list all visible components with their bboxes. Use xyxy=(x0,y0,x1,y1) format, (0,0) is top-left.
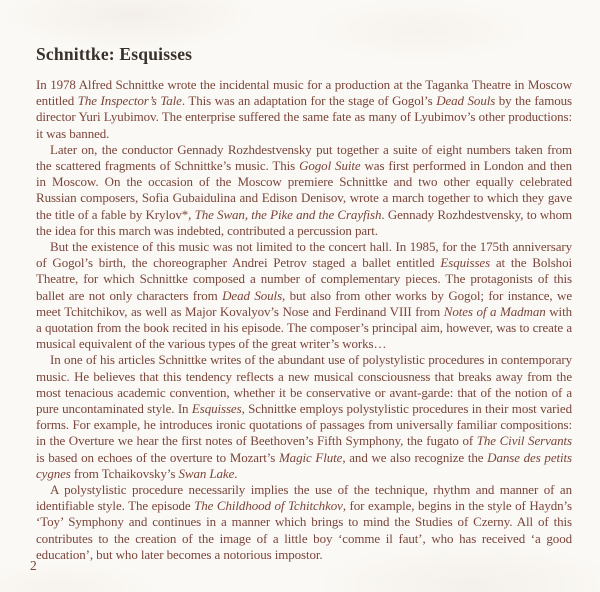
article-body xyxy=(36,77,572,563)
paragraph: Later on, the conductor Gennady Rozhdestvensky put together a suite of eight numbers taken from the scattered fragments of Schnittke’s music. This Gogol Suite was first performed in London and then in Moscow. On the occasion of the Moscow premiere Schnittke and two other equally celebrated Russian composers, Sofia Gubaidulina and Edison Denisov, wrote a march together to which they gave the title of a fable by Krylov*, The Swan, the Pike and the Crayfish. Gennady Rozhdestvensky, to whom the idea for this march was indebted, contributed a percussion part. xyxy=(36,141,572,238)
paragraph: But the existence of this music was not limited to the concert hall. In 1985, for the 175th anniversary of Gogol’s birth, the choreographer Andrei Petrov staged a ballet entitled Esquisses at the Bolshoi Theatre, for which Schnittke composed a number of complementary pieces. The protagonists of this ballet are not only characters from Dead Souls, but also from other works by Gogol; for instance, we meet Tchitchikov, as well as Major Kovalyov’s Nose and Ferdinand VIII from Notes of a Madman with a quotation from the book recited in his episode. The composer’s principal aim, however, was to create a musical equivalent of the various types of the great writer’s works… xyxy=(36,239,572,352)
page-title: Schnittke: Esquisses xyxy=(36,44,193,64)
paragraph: A polystylistic procedure necessarily implies the use of the technique, rhythm and manner of an identifiable style. The episode The Childhood of Tchitchkov, for example, begins in the style of Haydn’s ‘Toy’ Symphony and continues in a manner which brings to mind the Studies of Czerny. All of this contributes to the creation of the image of a little boy ‘comme il faut’, who has received ‘a good education’, but who later becomes a notorious impostor. xyxy=(36,482,572,562)
page-number: 2 xyxy=(30,558,37,573)
paragraph: In 1978 Alfred Schnittke wrote the incidental music for a production at the Taganka Theatre in Moscow entitled The Inspector’s Tale. This was an adaptation for the stage of Gogol’s Dead Souls by the famous director Yuri Lyubimov. The enterprise suffered the same fate as many of Lyubimov’s other productions: it was banned. xyxy=(36,77,572,141)
paragraph: In one of his articles Schnittke writes of the abundant use of polystylistic procedures in contemporary music. He believes that this tendency reflects a new musical consciousness that breaks away from the most tenacious academic convention, whether it be conservative or avant-garde: that of the notion of a pure uncontaminated style. In Esquisses, Schnittke employs polystylistic procedures in their most varied forms. For example, he introduces ironic quotations of passages from universally familiar compositions: in the Overture we hear the first notes of Beethoven’s Fifth Symphony, the fugato of The Civil Servants is based on echoes of the overture to Mozart’s Magic Flute, and we also recognize the Danse des petits cygnes from Tchaikovsky’s Swan Lake. xyxy=(36,352,573,481)
